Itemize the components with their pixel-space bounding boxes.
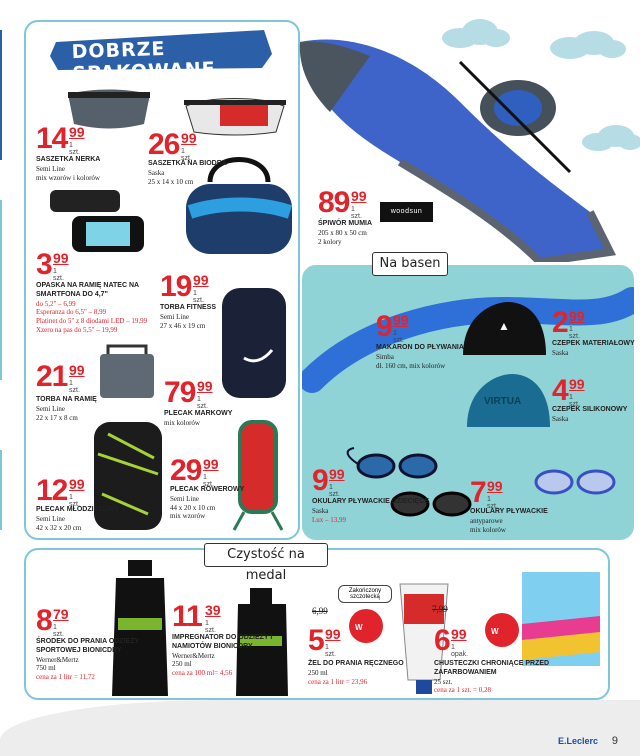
product-description [308, 660, 404, 686]
price-unit: 1 szt. [569, 394, 580, 408]
phone-armband-image [44, 186, 144, 256]
product-detail: Semi Line [36, 514, 65, 523]
price-tag [36, 248, 69, 282]
product-detail: 22 x 17 x 8 cm [36, 413, 78, 422]
product-detail: cena za 1 litr = 11,72 [36, 673, 95, 681]
hip-bag-image [180, 86, 290, 136]
price-integer: 89 [318, 186, 350, 219]
price-unit: 1 szt. [197, 396, 208, 410]
brand-backpack-image [214, 278, 294, 400]
product-detail: Saska [312, 506, 329, 515]
product-name: PLECAK MŁODZIEŻOWY [36, 506, 120, 513]
woodsun-logo: woodsun [380, 202, 433, 222]
product-name: SASZETKA NERKA [36, 156, 101, 163]
price-integer: 12 [36, 474, 68, 507]
product-detail: 250 ml [308, 668, 328, 677]
product-detail: Simba [376, 352, 394, 361]
product-detail: cena za 100 ml= 4,56 [172, 669, 233, 677]
product-name: SASZETKA NA BIODRA [148, 160, 227, 167]
price-integer: 29 [170, 454, 202, 487]
product-detail: cena za 1 litr = 23,96 [308, 677, 368, 686]
product-name: OPASKA NA RAMIĘ NATEC NA SMARTFONA DO 4,7" [36, 282, 139, 298]
price-unit: 1 szt. [203, 474, 214, 488]
price-decimal: 99 [329, 466, 345, 482]
price-decimal: 99 [569, 308, 585, 324]
product-description [434, 660, 552, 695]
price-tag [470, 476, 503, 510]
price-integer: 9 [376, 310, 392, 343]
price-decimal: 99 [69, 476, 85, 492]
svg-text:VIRTUA: VIRTUA [484, 396, 522, 407]
product-description [312, 498, 429, 524]
price-decimal: 99 [69, 124, 85, 140]
price-tag [376, 310, 409, 344]
price-integer: 3 [36, 248, 52, 281]
product-name: CZEPEK SILIKONOWY [552, 406, 628, 413]
price-unit: 1 szt. [69, 380, 80, 394]
price-decimal: 39 [205, 602, 221, 618]
product-description [172, 634, 290, 678]
price-unit: 1 szt. [53, 268, 64, 282]
product-name: ŚPIWÓR MUMIA [318, 220, 373, 227]
price-tag [552, 306, 585, 340]
price-unit: 1 opak. [451, 644, 469, 658]
kids-goggles-image [344, 446, 454, 486]
product-detail: Werner&Mertz [172, 651, 215, 660]
product-detail: 2 kolory [318, 237, 342, 246]
fabric-cap-image [458, 300, 548, 360]
product-detail: dł. 160 cm, mix kolorów [376, 361, 446, 370]
svg-text:W: W [491, 627, 499, 636]
product-description [36, 396, 97, 422]
price-tag [308, 624, 341, 658]
price-unit: 1 szt. [351, 206, 362, 220]
price-tag [36, 360, 85, 394]
product-description [470, 508, 548, 534]
product-name: TORBA FITNESS [160, 304, 217, 311]
price-unit: 1 szt. [205, 620, 216, 634]
page-number: 9 [611, 735, 618, 747]
clean-section-label: Czystość na medal [204, 543, 328, 567]
price-integer: 26 [148, 128, 180, 161]
product-description [36, 156, 100, 182]
price-unit: 1 szt. [329, 484, 340, 498]
price-integer: 79 [164, 376, 196, 409]
product-detail: Semi Line [36, 404, 65, 413]
price-decimal: 99 [193, 272, 209, 288]
product-detail: Saska [552, 414, 569, 423]
price-integer: 2 [552, 306, 568, 339]
product-detail: Saska [552, 348, 569, 357]
product-detail: mix wzorów i kolorów [36, 173, 100, 182]
price-tag [318, 186, 367, 220]
price-unit: 1 szt. [487, 496, 498, 510]
price-integer: 9 [312, 464, 328, 497]
product-detail: mix kolorów [470, 525, 506, 534]
product-detail: Lux – 13,99 [312, 515, 347, 524]
price-unit: 1 szt. [53, 624, 64, 638]
product-detail: Semi Line [160, 312, 189, 321]
silicone-cap-image [462, 372, 552, 432]
product-description [148, 160, 227, 186]
price-tag [36, 604, 69, 638]
adult-goggles-image [524, 462, 624, 502]
product-detail: 25 szt. [434, 677, 453, 686]
price-integer: 11 [172, 600, 202, 633]
product-detail: Werner&Mertz [36, 655, 79, 664]
svg-text:W: W [355, 623, 363, 632]
price-unit: 1 szt. [181, 148, 192, 162]
packing-title: DOBRZE SPAKOWANE [71, 37, 217, 86]
product-detail: mix wzorów [170, 512, 206, 521]
product-detail: Semi Line [36, 164, 65, 173]
product-name: TORBA NA RAMIĘ [36, 396, 97, 403]
product-detail: Esperanza do 6,5" – 8,99 [36, 308, 107, 317]
product-description [36, 638, 154, 682]
price-decimal: 99 [351, 188, 367, 204]
leclerc-logo: E.Leclerc [557, 736, 598, 746]
price-decimal: 99 [203, 456, 219, 472]
product-description [160, 304, 216, 330]
price-integer: 7 [470, 476, 486, 509]
price-integer: 4 [552, 374, 568, 407]
price-tag [552, 374, 585, 408]
price-integer: 21 [36, 360, 68, 393]
product-detail: cena za 1 szt. = 0,28 [434, 686, 492, 695]
price-integer: 6 [434, 624, 450, 657]
product-description [164, 410, 232, 428]
product-detail: 25 x 14 x 10 cm [148, 177, 194, 186]
product-description [318, 220, 372, 246]
price-decimal: 99 [197, 378, 213, 394]
product-detail: 42 x 32 x 20 cm [36, 523, 82, 532]
product-name: PLECAK MARKOWY [164, 410, 233, 417]
product-name: OKULARY PŁYWACKIE DZIECIĘCE [312, 498, 430, 505]
page-footer [0, 700, 640, 756]
product-description [552, 340, 635, 358]
product-name: CZEPEK MATERIAŁOWY [552, 340, 635, 347]
shoulder-bag-image [96, 344, 158, 400]
price-decimal: 99 [69, 362, 85, 378]
product-detail: Xzero na pas do 5,5" – 19,99 [36, 325, 118, 334]
product-detail: do 5,2" – 6,99 [36, 299, 76, 308]
pool-section-label: Na basen [372, 252, 448, 276]
product-detail: 205 x 80 x 50 cm [318, 228, 367, 237]
price-decimal: 99 [451, 626, 467, 642]
price-unit: 1 szt. [193, 290, 204, 304]
price-decimal: 99 [53, 250, 69, 266]
page-edge-decoration [0, 0, 8, 756]
price-unit: 1 szt. [325, 644, 336, 658]
leading-brand-badge-icon [348, 608, 384, 644]
old-price-wipes: 7,99 [432, 604, 448, 614]
product-name: MAKARON DO PŁYWANIA [376, 344, 464, 351]
product-detail: 44 x 20 x 10 cm [170, 503, 216, 512]
product-detail: 750 ml [36, 664, 56, 673]
price-decimal: 99 [325, 626, 341, 642]
price-integer: 5 [308, 624, 324, 657]
leading-brand-badge-icon [484, 612, 520, 648]
price-decimal: 99 [487, 478, 503, 494]
svg-text:▲: ▲ [498, 319, 510, 333]
price-integer: 14 [36, 122, 68, 155]
product-description [36, 506, 119, 532]
product-name: OKULARY PŁYWACKIE [470, 508, 548, 515]
product-description [376, 344, 464, 370]
price-tag [36, 122, 85, 156]
product-name: ŚRODEK DO PRANIA ODZIEŻY SPORTOWEJ BIONICDRY [36, 638, 140, 654]
product-detail: antyparowe [470, 516, 503, 525]
product-detail: Platinet do 5" z 8 diodami LED – 19,99 [36, 317, 148, 325]
product-name: PLECAK ROWEROWY [170, 486, 245, 493]
price-tag [434, 624, 469, 658]
price-unit: 1 szt. [393, 330, 404, 344]
product-name: CHUSTECZKI CHRONIĄCE PRZED ZAFARBOWANIEM [434, 660, 550, 676]
product-description [552, 406, 627, 424]
product-name: IMPREGNATOR DO ODZIEŻY I NAMIOTÓW BIONICDRY [172, 634, 273, 650]
price-tag [148, 128, 197, 162]
price-tag [170, 454, 219, 488]
old-price-gel: 6,99 [312, 606, 328, 616]
price-tag [164, 376, 213, 410]
price-integer: 19 [160, 270, 192, 303]
tube-note-badge: Zakończony szczotecką [338, 585, 392, 603]
price-tag [312, 464, 345, 498]
product-description [36, 282, 154, 335]
product-detail: Saska [148, 168, 165, 177]
price-unit: 1 szt. [69, 494, 80, 508]
product-description [170, 486, 244, 521]
price-decimal: 99 [569, 376, 585, 392]
product-detail: 250 ml [172, 660, 192, 669]
product-detail: mix kolorów [164, 418, 200, 427]
price-decimal: 79 [53, 606, 69, 622]
wipes-box-image [520, 568, 602, 668]
price-tag [36, 474, 85, 508]
product-detail: Semi Line [170, 494, 199, 503]
price-tag [160, 270, 209, 304]
price-decimal: 99 [393, 312, 409, 328]
price-integer: 8 [36, 604, 52, 637]
product-name: ŻEL DO PRANIA RĘCZNEGO [308, 660, 404, 667]
product-detail: 27 x 46 x 19 cm [160, 321, 206, 330]
price-unit: 1 szt. [569, 326, 580, 340]
price-tag [172, 600, 221, 634]
price-unit: 1 szt. [69, 142, 80, 156]
price-decimal: 99 [181, 130, 197, 146]
